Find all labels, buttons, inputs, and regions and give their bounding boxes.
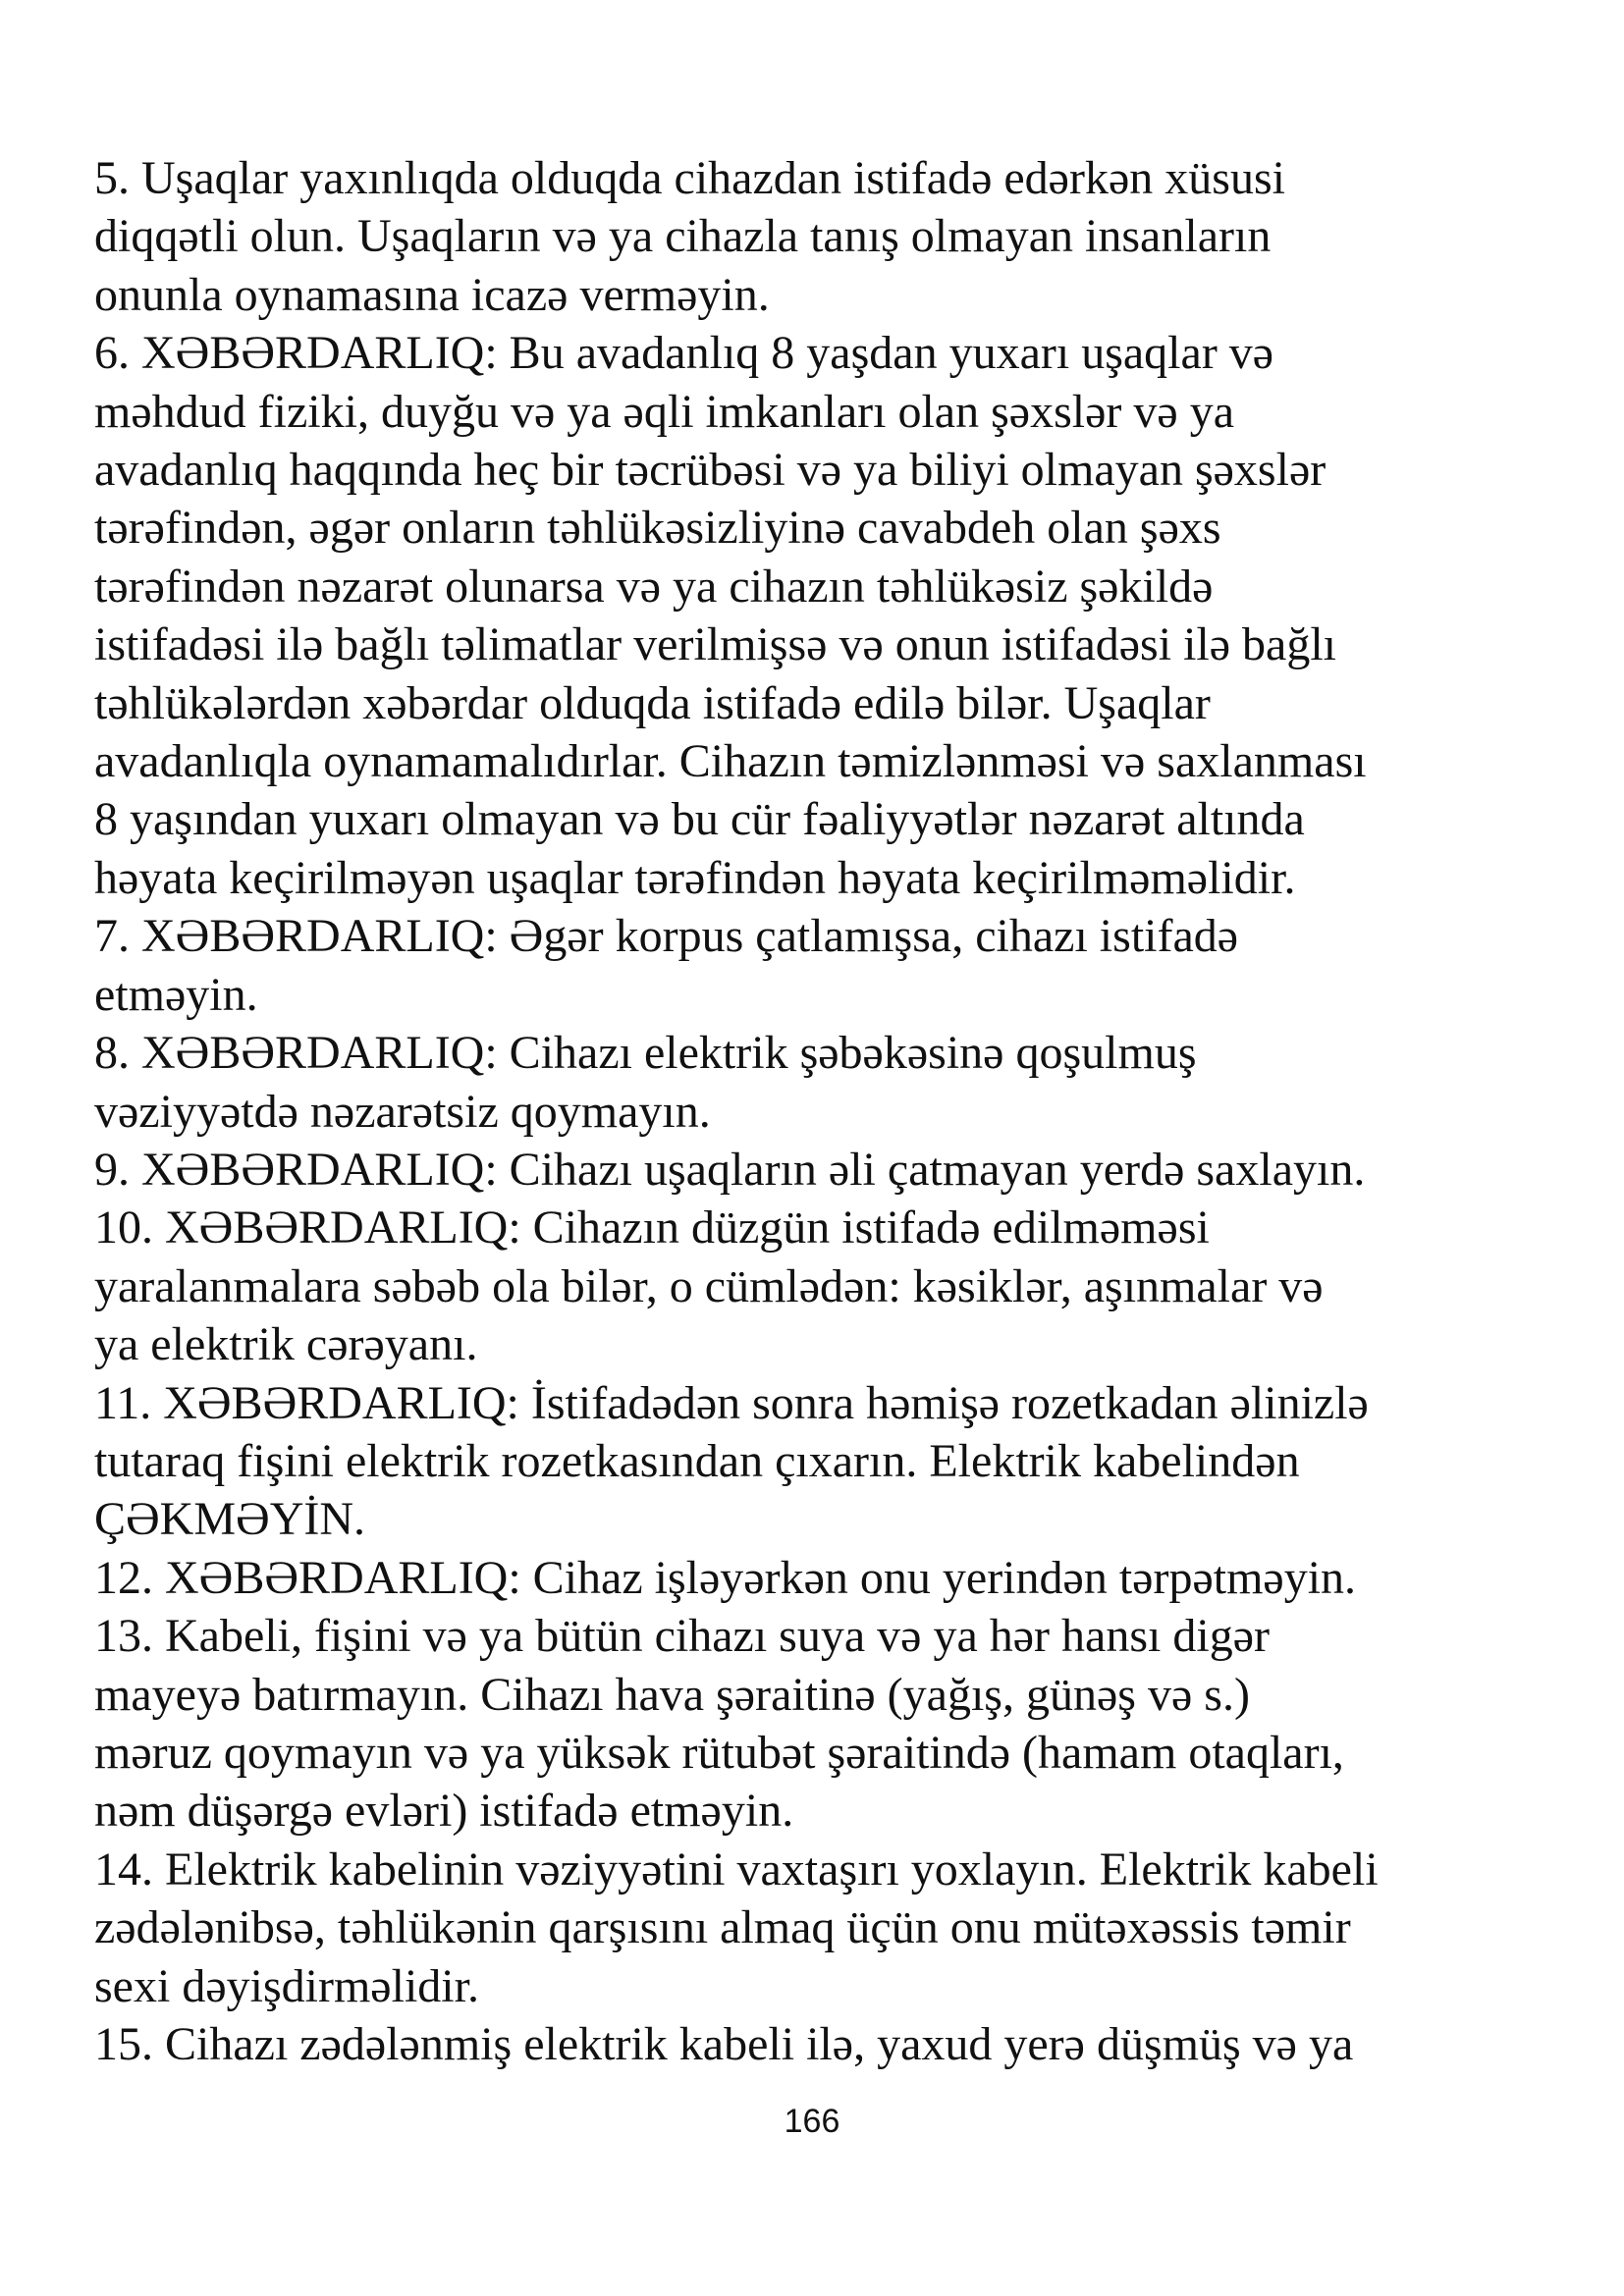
text-line: 10. XƏBƏRDARLIQ: Cihazın düzgün istifadə edilməməsi [94,1201,1210,1255]
text-line: tərəfindən, əgər onların təhlükəsizliyinə cavabdeh olan şəxs [94,502,1221,555]
text-line: məhdud fiziki, duyğu və ya əqli imkanları olan şəxslər və ya [94,385,1234,438]
page-body-text [94,149,1587,2073]
text-line: 9. XƏBƏRDARLIQ: Cihazı uşaqların əli çatmayan yerdə saxlayın. [94,1143,1366,1196]
text-line: həyata keçirilməyən uşaqlar tərəfindən həyata keçirilməməlidir. [94,851,1296,904]
text-line: təhlükələrdən xəbərdar olduqda istifadə edilə bilər. Uşaqlar [94,676,1211,729]
text-line: etməyin. [94,968,258,1021]
text-line: 8 yaşından yuxarı olmayan və bu cür fəaliyyətlər nəzarət altında [94,793,1305,846]
text-line: məruz qoymayın və ya yüksək rütubət şəraitində (hamam otaqları, [94,1726,1344,1779]
text-line: ÇƏKMƏYİN. [94,1493,365,1546]
text-line: 14. Elektrik kabelinin vəziyyətini vaxtaşırı yoxlayın. Elektrik kabeli [94,1842,1379,1896]
text-line: diqqətli olun. Uşaqların və ya cihazla tanış olmayan insanların [94,210,1272,263]
text-line: istifadəsi ilə bağlı təlimatlar verilmişsə və onun istifadəsi ilə bağlı [94,618,1337,671]
text-line: 15. Cihazı zədələnmiş elektrik kabeli ilə, yaxud yerə düşmüş və ya [94,2018,1354,2070]
text-line: 6. XƏBƏRDARLIQ: Bu avadanlıq 8 yaşdan yuxarı uşaqlar və [94,327,1274,380]
text-line: nəm düşərgə evləri) istifadə etməyin. [94,1785,794,1838]
text-line: mayeyə batırmayın. Cihazı hava şəraitinə (yağış, günəş və s.) [94,1668,1250,1721]
text-line: yaralanmalara səbəb ola bilər, o cümlədən: kəsiklər, aşınmalar və [94,1259,1324,1312]
text-line: avadanlıqla oynamamalıdırlar. Cihazın təmizlənməsi və saxlanması [94,735,1367,788]
text-line: sexi dəyişdirməlidir. [94,1959,479,2012]
text-line: zədələnibsə, təhlükənin qarşısını almaq üçün onu mütəxəssis təmir [94,1901,1351,1954]
text-line: 11. XƏBƏRDARLIQ: İstifadədən sonra həmişə rozetkadan əlinizlə [94,1376,1369,1429]
page-number: 166 [784,2103,840,2140]
text-line: 13. Kabeli, fişini və ya bütün cihazı suya və ya hər hansı digər [94,1610,1270,1663]
text-line: tərəfindən nəzarət olunarsa və ya cihazın təhlükəsiz şəkildə [94,560,1214,613]
text-line: avadanlıq haqqında heç bir təcrübəsi və ya biliyi olmayan şəxslər [94,444,1326,497]
text-line: tutaraq fişini elektrik rozetkasından çıxarın. Elektrik kabelindən [94,1434,1300,1487]
text-line: onunla oynamasına icazə verməyin. [94,268,770,321]
text-line: 8. XƏBƏRDARLIQ: Cihazı elektrik şəbəkəsinə qoşulmuş [94,1027,1197,1080]
text-line: vəziyyətdə nəzarətsiz qoymayın. [94,1085,711,1138]
text-line: 7. XƏBƏRDARLIQ: Əgər korpus çatlamışsa, cihazı istifadə [94,910,1239,963]
text-line: 12. XƏBƏRDARLIQ: Cihaz işləyərkən onu yerindən tərpətməyin. [94,1551,1357,1604]
text-line: 5. Uşaqlar yaxınlıqda olduqda cihazdan istifadə edərkən xüsusi [94,152,1285,204]
text-line: ya elektrik cərəyanı. [94,1318,478,1371]
